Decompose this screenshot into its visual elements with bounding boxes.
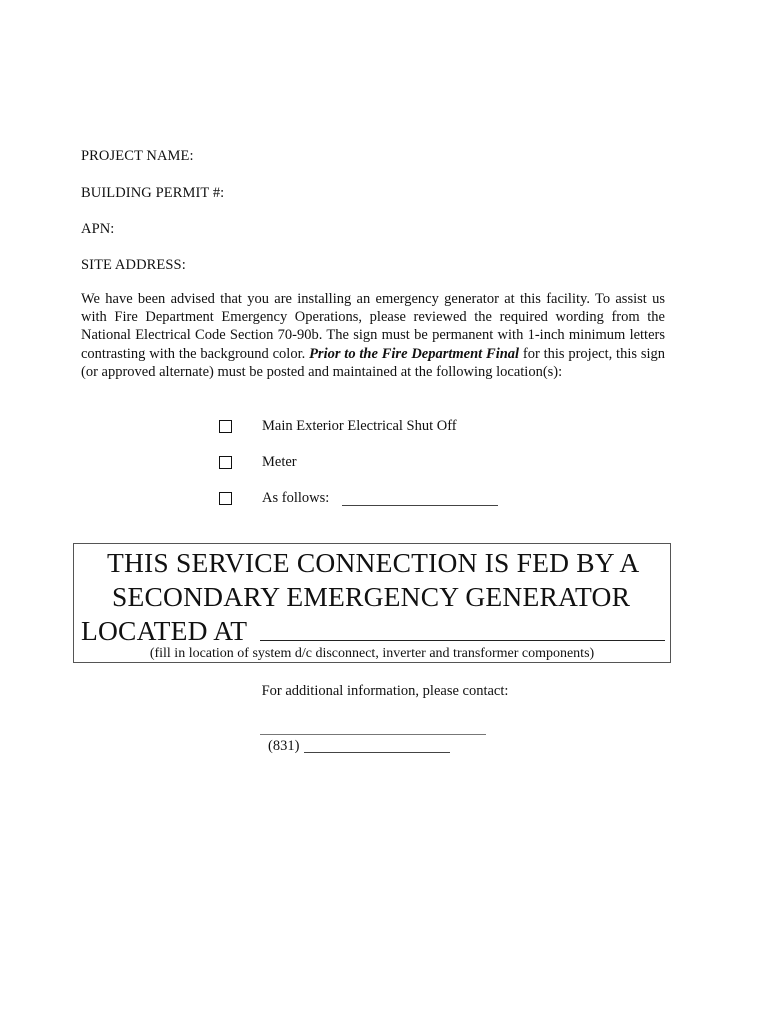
sign-wording-box (73, 543, 671, 663)
as-follows-checkbox[interactable] (219, 492, 232, 505)
paragraph-text-1: We have been advised that you are installing an emergency generator at this facility. To assist us with Fire Department Emergency Operations, please reviewed the required wording from the National Electrical Code Section 70-90b. The sign must be permanent with 1-inch minimum letters contrasting with the background color. (81, 291, 665, 362)
project-name-label: PROJECT NAME: (81, 148, 194, 164)
contact-name-blank[interactable] (260, 734, 486, 735)
sign-note: (fill in location of system d/c disconnect, inverter and transformer components) (149, 646, 595, 661)
site-address-label: SITE ADDRESS: (81, 257, 186, 273)
area-code: (831) (268, 738, 300, 754)
building-permit-label: BUILDING PERMIT #: (81, 185, 225, 201)
option-as-follows[interactable] (219, 490, 232, 508)
meter-label: Meter (262, 454, 297, 470)
sign-line-2: SECONDARY EMERGENCY GENERATOR (112, 581, 631, 612)
main-shutoff-checkbox[interactable] (219, 420, 232, 433)
paragraph-text-2: for this project, this sign (or approved alternate) must be posted and maintained at the following location(s): (81, 345, 665, 380)
instructions-paragraph (81, 290, 665, 381)
option-meter[interactable] (219, 454, 232, 472)
paragraph-emphasis: Prior to the Fire Department Final (309, 345, 520, 362)
apn-label: APN: (81, 221, 115, 237)
contact-prompt: For additional information, please contact: (261, 683, 509, 699)
option-main-shutoff[interactable] (219, 418, 232, 436)
phone-blank[interactable] (304, 752, 450, 753)
sign-location-blank[interactable] (260, 640, 665, 641)
as-follows-label: As follows: (262, 490, 330, 506)
sign-line-1: THIS SERVICE CONNECTION IS FED BY A (107, 547, 640, 578)
meter-checkbox[interactable] (219, 456, 232, 469)
as-follows-blank[interactable] (342, 505, 498, 506)
main-shutoff-label: Main Exterior Electrical Shut Off (262, 418, 457, 434)
sign-line-3: LOCATED AT (81, 615, 248, 646)
